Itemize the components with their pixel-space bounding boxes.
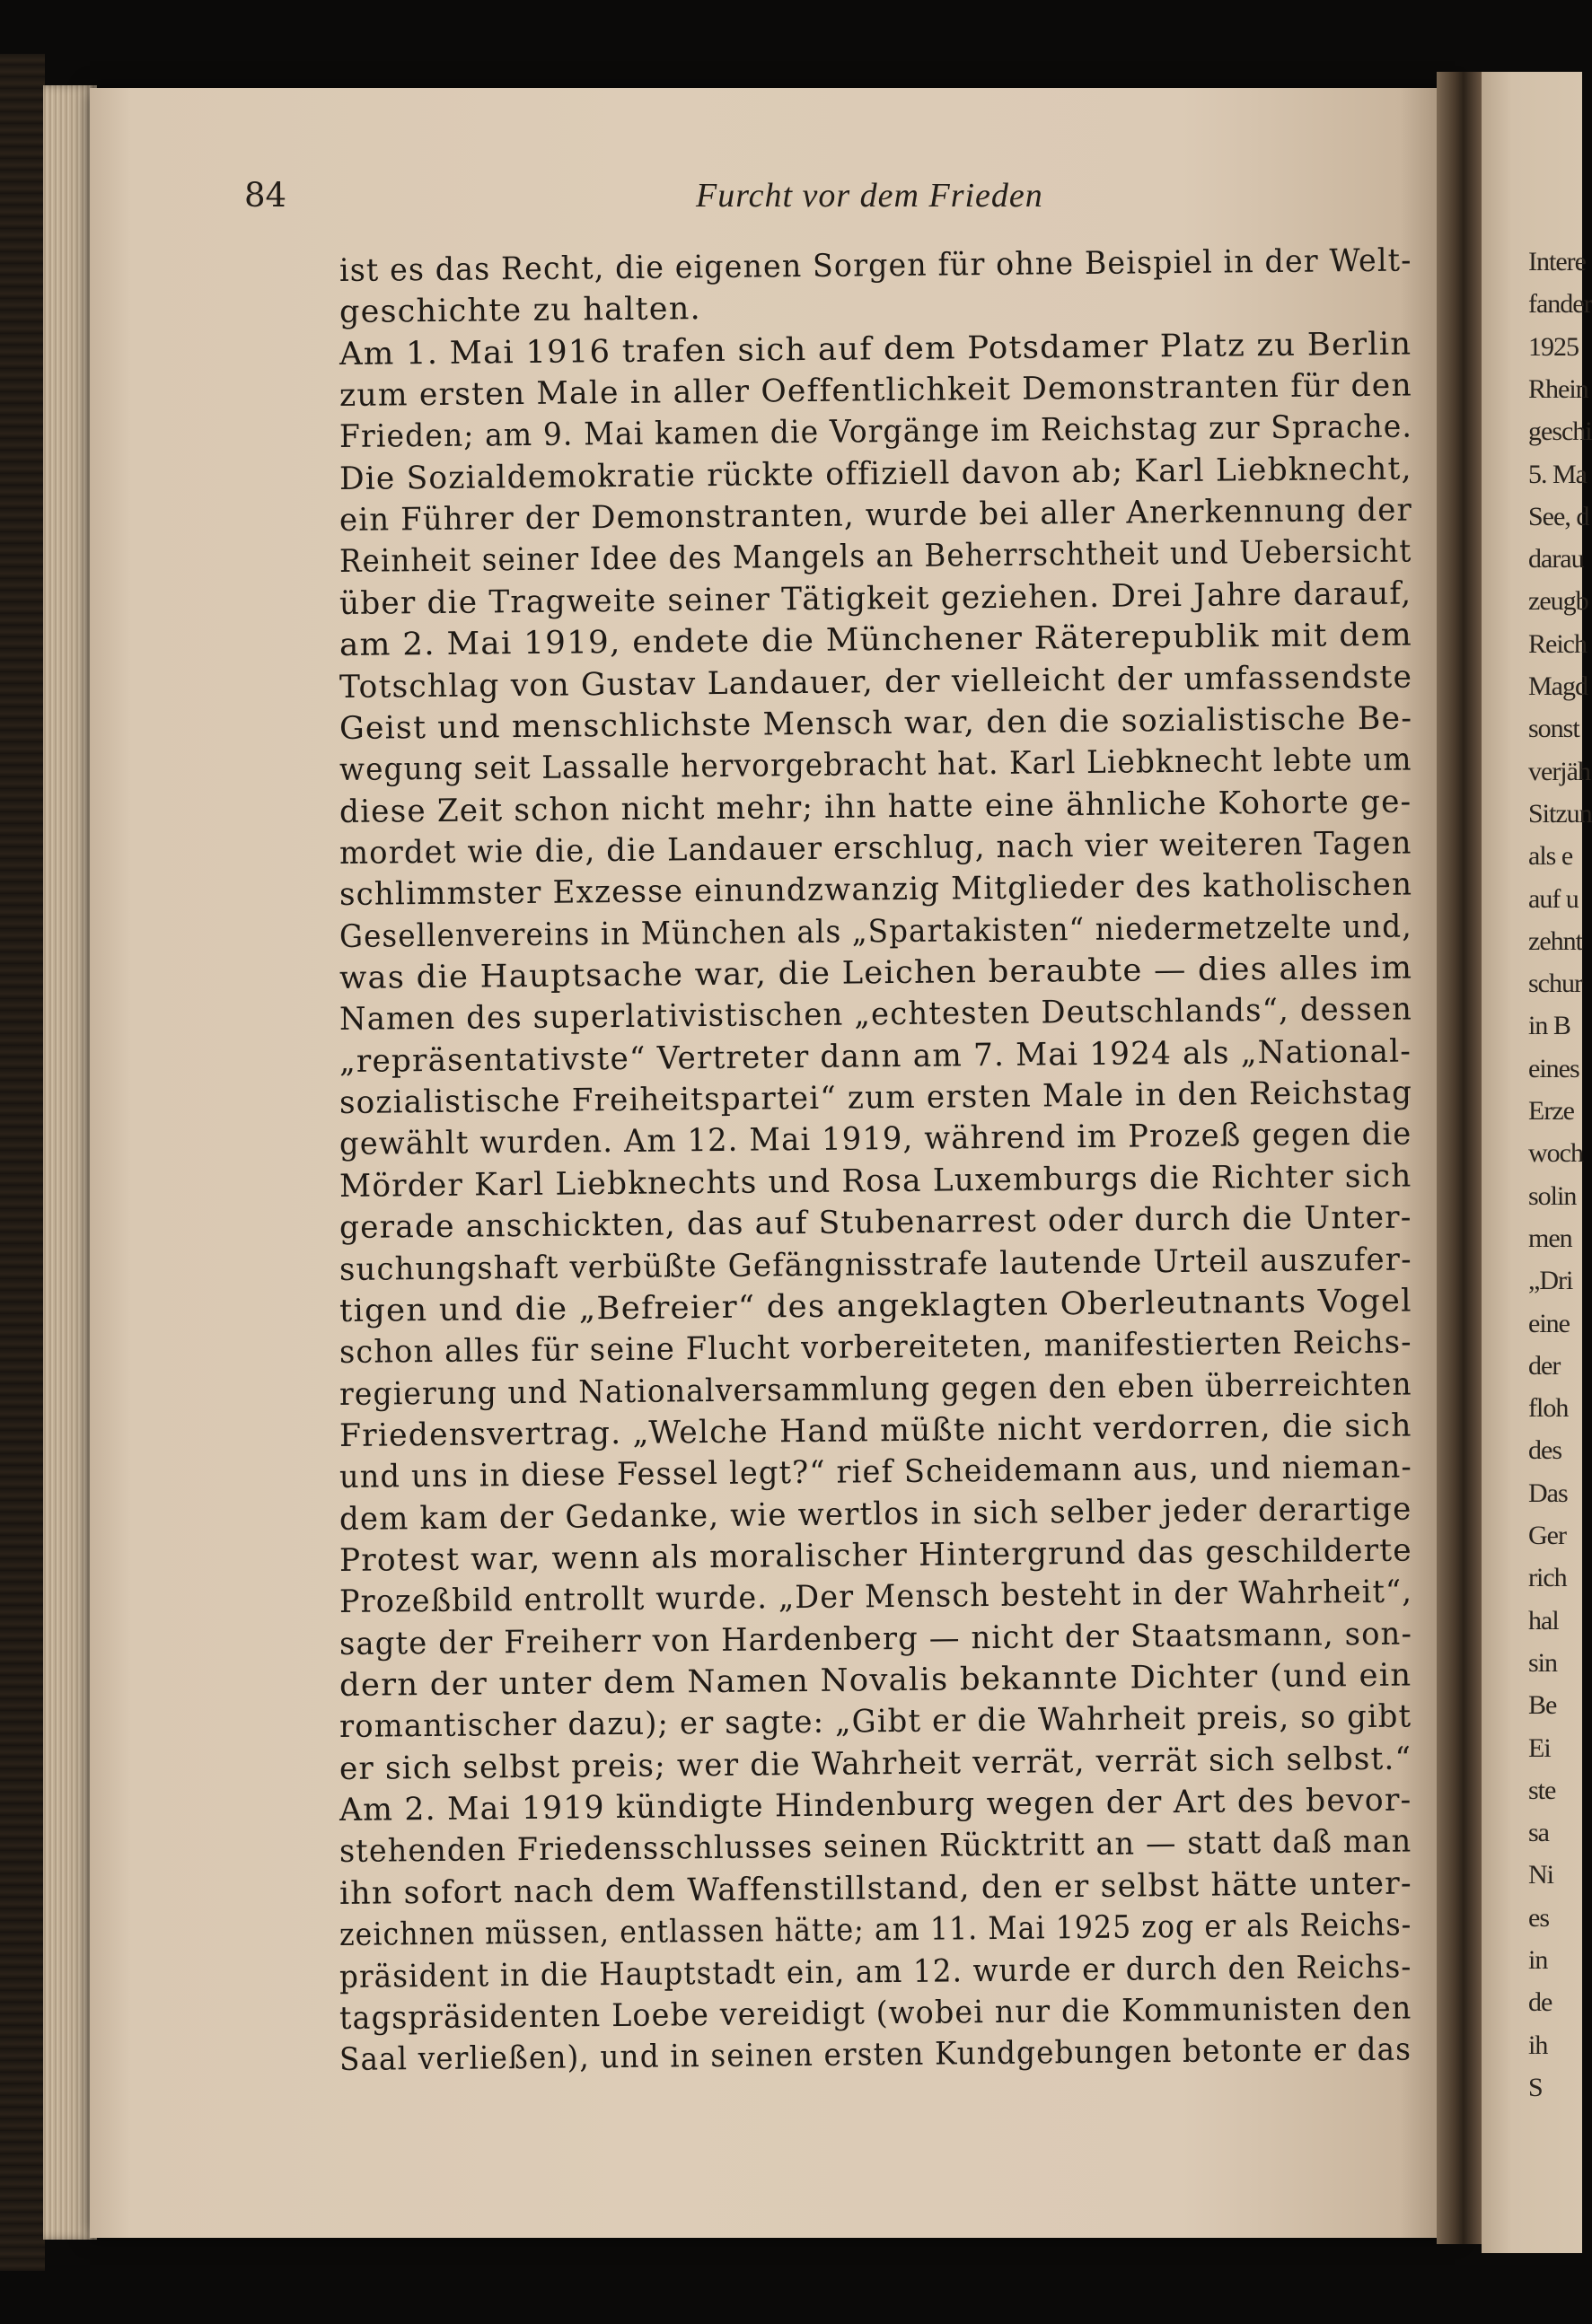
facing-page-fragment: zehnt [1528, 925, 1582, 956]
text-line: regierung und Nationalversammlung gegen den eben überreichten [339, 1366, 1412, 1413]
facing-page-fragment: fander [1528, 289, 1592, 320]
text-line: Namen des superlativistischen „echtesten Deutschlands“, dessen [339, 991, 1413, 1039]
facing-page-fragment: verjäh [1528, 756, 1590, 786]
text-line: Am 2. Mai 1919 kündigte Hindenburg wegen der Art des bevor- [339, 1782, 1412, 1829]
facing-page-fragment: Magd [1528, 671, 1588, 701]
text-line: dem kam der Gedanke, wie wertlos in sich selber jeder derartige [339, 1491, 1412, 1538]
facing-page-fragment: eine [1528, 1308, 1570, 1338]
text-line: Gesellenvereins in München als „Spartakisten“ niedermetzelte und, [339, 908, 1412, 955]
facing-page-fragment: Sitzun [1528, 798, 1592, 829]
text-line: schlimmster Exzesse einundzwanzig Mitglieder des katholischen [339, 866, 1413, 914]
text-line: sagte der Freiherr von Hardenberg — nicht der Staatsmann, son- [339, 1616, 1413, 1662]
text-line: präsident in die Hauptstadt ein, am 12. wurde er durch den Reichs- [339, 1949, 1412, 1995]
text-line: zeichnen müssen, entlassen hätte; am 11. Mai 1925 zog er als Reichs- [339, 1907, 1412, 1954]
facing-page-fragment: woch [1528, 1138, 1583, 1169]
facing-page-fragment: darau [1528, 544, 1584, 574]
text-line: Reinheit seiner Idee des Mangels an Beherrschtheit und Uebersicht [339, 534, 1412, 581]
text-line: Frieden; am 9. Mai kamen die Vorgänge im Reichstag zur Sprache. [339, 408, 1413, 456]
facing-page-fragment: S [1528, 2072, 1543, 2102]
facing-page-fragment: als e [1528, 841, 1573, 872]
facing-page-fragment: ste [1528, 1775, 1556, 1805]
text-line: stehenden Friedensschlusses seinen Rücktritt an — statt daß man [339, 1824, 1412, 1871]
text-line: tigen und die „Befreier“ des angeklagten Oberleutnants Vogel [339, 1283, 1412, 1329]
text-line: Geist und menschlichste Mensch war, den die sozialistische Be- [339, 700, 1413, 747]
text-line: Mörder Karl Liebknechts und Rosa Luxemburgs die Richter sich [339, 1158, 1412, 1205]
text-line: suchungshaft verbüßte Gefängnisstrafe lautende Urteil auszufer- [339, 1241, 1412, 1288]
running-title: Furcht vor dem Frieden [696, 177, 1043, 215]
text-line: dern der unter dem Namen Novalis bekannte Dichter (und ein [339, 1657, 1412, 1705]
facing-page-fragment: 5. Ma [1528, 459, 1587, 489]
text-line: „repräsentativste“ Vertreter dann am 7. Mai 1924 als „National- [339, 1033, 1412, 1080]
text-line: und uns in diese Fessel legt?“ rief Scheidemann aus, und nieman- [339, 1449, 1413, 1496]
text-line: gewählt wurden. Am 12. Mai 1919, während im Prozeß gegen die [339, 1116, 1412, 1163]
facing-page-fragment: zeugb [1528, 586, 1588, 617]
facing-page-fragment: floh [1528, 1393, 1569, 1424]
text-line: gerade anschickten, das auf Stubenarrest oder durch die Unter- [339, 1199, 1412, 1247]
facing-page-fragment: sonst [1528, 714, 1579, 744]
text-line: sozialistische Freiheitspartei“ zum ersten Male in den Reichstag [339, 1074, 1413, 1122]
text-line: ihn sofort nach dem Waffenstillstand, den er selbst hätte unter- [339, 1865, 1413, 1912]
facing-page-fragment: auf u [1528, 883, 1579, 914]
book-cover-edge [0, 54, 45, 2271]
facing-page-fragment: in B [1528, 1011, 1570, 1041]
text-line: ist es das Recht, die eigenen Sorgen für ohne Beispiel in der Welt- [339, 242, 1412, 289]
text-line: am 2. Mai 1919, endete die Münchener Räterepublik mit dem [339, 617, 1413, 664]
text-line: er sich selbst preis; wer die Wahrheit verrät, verrät sich selbst.“ [339, 1741, 1412, 1787]
facing-page-fragment: de [1528, 1987, 1552, 2018]
facing-page-fragment: sa [1528, 1818, 1549, 1848]
text-line: ein Führer der Demonstranten, wurde bei aller Anerkennung der [339, 492, 1413, 539]
facing-page-fragment: Be [1528, 1690, 1557, 1721]
text-line: romantischer dazu); er sagte: „Gibt er die Wahrheit preis, so gibt [339, 1698, 1412, 1746]
facing-page-fragment: in [1528, 1945, 1548, 1975]
facing-page-fragment: Intere [1528, 247, 1586, 276]
facing-page-fragment: sin [1528, 1647, 1558, 1678]
facing-page-fragment: Ni [1528, 1860, 1553, 1890]
text-line: Am 1. Mai 1916 trafen sich auf dem Potsdamer Platz zu Berlin [339, 326, 1412, 373]
facing-page-fragment: der [1528, 1350, 1561, 1381]
page-number: 84 [244, 176, 287, 215]
facing-page-fragment: 1925 [1528, 331, 1579, 362]
text-line: was die Hauptsache war, die Leichen beraubte — dies alles im [339, 950, 1413, 997]
book-gutter [1437, 72, 1482, 2244]
text-line: wegung seit Lassalle hervorgebracht hat. Karl Liebknecht lebte um [339, 741, 1412, 789]
facing-page-fragment: Ger [1528, 1521, 1566, 1550]
text-line: schon alles für seine Flucht vorbereiteten, manifestierten Reichs- [339, 1324, 1412, 1372]
text-line: geschichte zu halten. [339, 291, 702, 331]
facing-page-fragment: ih [1528, 2030, 1548, 2060]
text-line: Totschlag von Gustav Landauer, der vielleicht der umfassendste [339, 659, 1413, 706]
facing-page-fragment: solin [1528, 1180, 1577, 1211]
text-line: mordet wie die, die Landauer erschlug, nach vier weiteren Tagen [339, 825, 1412, 872]
text-line: Die Sozialdemokratie rückte offiziell davon ab; Karl Liebknecht, [339, 451, 1412, 497]
facing-page-fragment: „Dri [1528, 1266, 1573, 1296]
facing-page-fragment: Ei [1528, 1732, 1551, 1763]
facing-page-fragment: Reich [1528, 628, 1587, 659]
text-line: Friedensvertrag. „Welche Hand müßte nicht verdorren, die sich [339, 1408, 1412, 1454]
facing-page-fragment: Das [1528, 1478, 1568, 1508]
facing-page-fragment: See, d [1528, 501, 1589, 531]
facing-page-fragment: es [1528, 1902, 1549, 1933]
facing-page-fragment: geschi [1528, 417, 1592, 447]
facing-page-fragment: schur [1528, 969, 1582, 999]
text-line: Saal verließen), und in seinen ersten Kundgebungen betonte er das [339, 2031, 1412, 2079]
facing-page-fragment: men [1528, 1223, 1572, 1253]
page-block-edge [43, 85, 97, 2240]
text-line: Protest war, wenn als moralischer Hintergrund das geschilderte [339, 1532, 1412, 1579]
facing-page-fragment: des [1528, 1435, 1561, 1466]
facing-page-fragment: hal [1528, 1605, 1559, 1636]
text-line: über die Tragweite seiner Tätigkeit geziehen. Drei Jahre darauf, [339, 575, 1412, 622]
facing-page-fragment: Rhein [1528, 373, 1588, 404]
text-line: Prozeßbild entrollt wurde. „Der Mensch besteht in der Wahrheit“, [339, 1574, 1413, 1621]
facing-page [1482, 72, 1592, 2253]
facing-page-fragment: rich [1528, 1563, 1567, 1593]
text-line: tagspräsidenten Loebe vereidigt (wobei nur die Kommunisten den [339, 1990, 1412, 2037]
facing-page-fragment: eines [1528, 1053, 1579, 1083]
text-line: zum ersten Male in aller Oeffentlichkeit Demonstranten für den [339, 367, 1413, 415]
facing-page-fragment: Erze [1528, 1096, 1574, 1126]
text-line: diese Zeit schon nicht mehr; ihn hatte eine ähnliche Kohorte ge- [339, 784, 1412, 830]
